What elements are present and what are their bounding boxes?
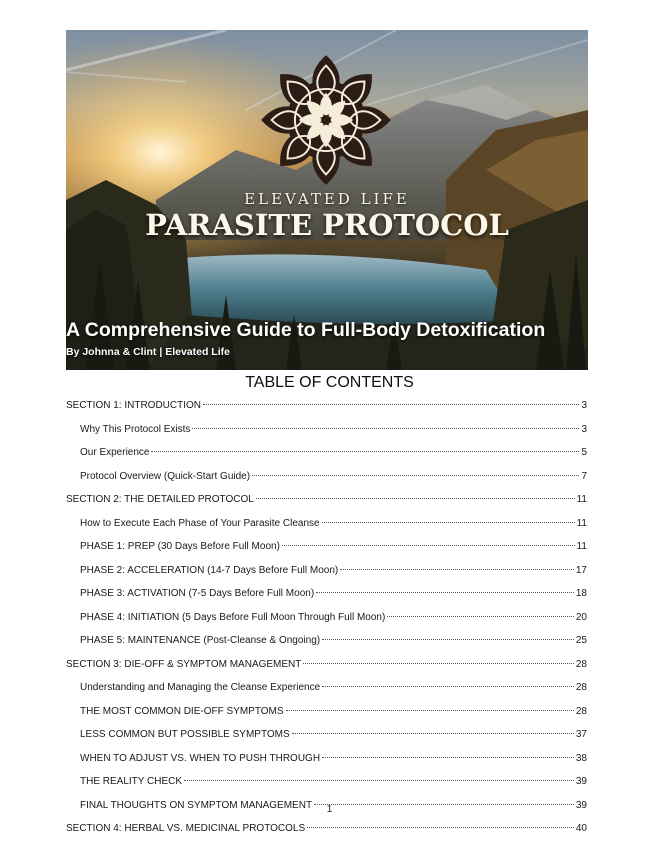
toc-entry[interactable] [66, 418, 587, 442]
cover-subtitle: A Comprehensive Guide to Full-Body Detoxification [66, 319, 546, 341]
toc-entry-label: SECTION 4: HERBAL VS. MEDICINAL PROTOCOLS [66, 823, 306, 834]
toc-entry-page: 20 [575, 611, 587, 623]
toc-entry-page: 5 [581, 447, 587, 458]
toc-entry-label: PHASE 1: PREP (30 Days Before Full Moon) [80, 541, 280, 552]
toc-entry-label: PHASE 3: ACTIVATION (7-5 Days Before Full Moon) [80, 588, 315, 599]
toc-entry-label: LESS COMMON BUT POSSIBLE SYMPTOMS [80, 729, 290, 740]
toc-entry-label: How to Execute Each Phase of Your Parasite Cleanse [80, 517, 320, 529]
toc-entry[interactable] [66, 441, 587, 465]
toc-entry-page: 28 [575, 682, 587, 693]
toc-entry-page: 28 [575, 705, 587, 717]
toc-leader-dots [322, 522, 575, 523]
cover-byline: By Johnna & Clint | Elevated Life [66, 346, 230, 358]
toc-entry[interactable] [66, 582, 587, 606]
toc-entry-page: 38 [575, 752, 587, 764]
toc-entry-page: 3 [581, 423, 587, 435]
toc-leader-dots [286, 710, 574, 711]
toc-entry-page: 25 [575, 635, 587, 646]
toc-entry-label: SECTION 1: INTRODUCTION [66, 400, 202, 411]
toc-entry[interactable] [66, 653, 587, 677]
toc-leader-dots [322, 639, 574, 640]
toc-entry-page: 11 [576, 541, 587, 552]
toc-leader-dots [307, 827, 574, 828]
toc-entry-page: 17 [575, 564, 587, 576]
toc-entry[interactable] [66, 676, 587, 700]
toc-entry-label: PHASE 4: INITIATION (5 Days Before Full Moon Through Full Moon) [80, 611, 386, 623]
table-of-contents [66, 394, 587, 841]
toc-entry-label: PHASE 2: ACCELERATION (14-7 Days Before Full Moon) [80, 564, 339, 576]
lotus-mandala-logo [258, 52, 394, 188]
toc-entry-page: 39 [575, 799, 587, 811]
toc-entry[interactable] [66, 723, 587, 747]
toc-leader-dots [316, 592, 574, 593]
toc-entry[interactable] [66, 817, 587, 841]
toc-heading: TABLE OF CONTENTS [245, 374, 414, 391]
toc-entry-label: SECTION 3: DIE-OFF & SYMPTOM MANAGEMENT [66, 658, 302, 670]
page-number: 1 [326, 804, 333, 815]
toc-entry-label: WHEN TO ADJUST VS. WHEN TO PUSH THROUGH [80, 752, 321, 764]
toc-leader-dots [184, 780, 574, 781]
toc-entry[interactable] [66, 512, 587, 536]
toc-leader-dots [303, 663, 573, 664]
toc-entry-label: THE REALITY CHECK [80, 776, 183, 787]
toc-leader-dots [322, 757, 574, 758]
toc-entry-page: 11 [576, 494, 587, 505]
toc-entry-page: 28 [575, 658, 587, 670]
toc-entry-page: 3 [581, 400, 587, 411]
toc-leader-dots [203, 404, 579, 405]
toc-entry[interactable] [66, 747, 587, 771]
toc-leader-dots [322, 686, 574, 687]
toc-entry[interactable] [66, 465, 587, 489]
cover-title: PARASITE PROTOCOL [145, 208, 509, 242]
toc-leader-dots [340, 569, 574, 570]
toc-entry[interactable] [66, 700, 587, 724]
toc-leader-dots [256, 498, 575, 499]
toc-leader-dots [192, 428, 579, 429]
toc-leader-dots [387, 616, 574, 617]
toc-entry-label: Protocol Overview (Quick-Start Guide) [80, 470, 251, 482]
cover-image [66, 30, 588, 370]
toc-entry[interactable] [66, 488, 587, 512]
toc-entry[interactable] [66, 629, 587, 653]
toc-entry-label: Why This Protocol Exists [80, 423, 191, 435]
toc-entry-page: 39 [575, 776, 587, 787]
toc-entry[interactable] [66, 535, 587, 559]
toc-entry-page: 37 [575, 729, 587, 740]
toc-leader-dots [252, 475, 579, 476]
brand-name: ELEVATED LIFE [244, 190, 410, 208]
toc-entry-label: THE MOST COMMON DIE-OFF SYMPTOMS [80, 705, 284, 717]
toc-entry-label: SECTION 2: THE DETAILED PROTOCOL [66, 494, 254, 505]
toc-entry-label: Understanding and Managing the Cleanse Experience [80, 682, 321, 693]
toc-entry[interactable] [66, 559, 587, 583]
toc-leader-dots [151, 451, 579, 452]
toc-entry[interactable] [66, 770, 587, 794]
toc-entry-label: FINAL THOUGHTS ON SYMPTOM MANAGEMENT [80, 799, 313, 811]
toc-entry-page: 40 [575, 823, 587, 834]
toc-entry[interactable] [66, 394, 587, 418]
toc-entry-page: 18 [575, 588, 587, 599]
toc-entry-page: 11 [576, 517, 587, 529]
toc-leader-dots [282, 545, 575, 546]
toc-entry-label: PHASE 5: MAINTENANCE (Post-Cleanse & Ongoing) [80, 635, 321, 646]
toc-entry[interactable] [66, 606, 587, 630]
toc-leader-dots [292, 733, 574, 734]
toc-entry-page: 7 [581, 470, 587, 482]
toc-entry-label: Our Experience [80, 447, 150, 458]
